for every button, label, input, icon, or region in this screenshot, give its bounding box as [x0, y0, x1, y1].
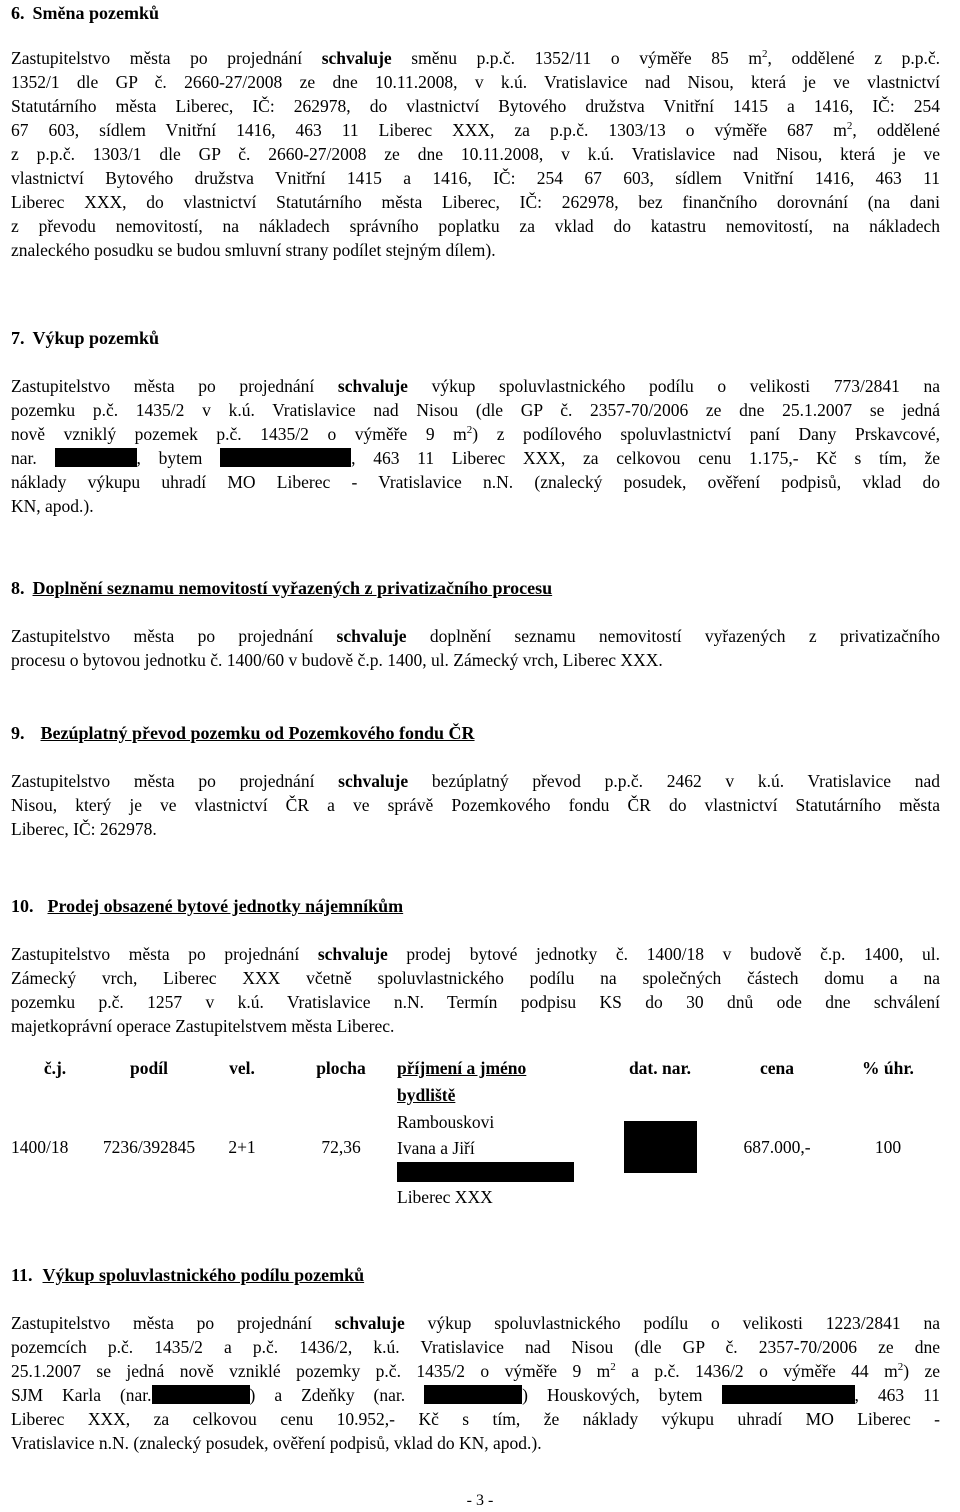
paragraph-line: majetkoprávní operace Zastupitelstvem města Liberec. [11, 1016, 395, 1036]
section-title: Výkup pozemků [32, 328, 160, 348]
section-6-body [11, 46, 940, 262]
keyword-schvaluje: schvaluje [317, 944, 388, 964]
paragraph-line: Zastupitelstvo města po projednání schvaluje prodej bytové jednotky č. 1400/18 v budově č.p. 1400, ul. [11, 944, 941, 964]
table-cell-birthdate [602, 1083, 718, 1211]
section-10-heading [11, 894, 940, 918]
redacted-box [220, 448, 351, 467]
paragraph-line: pozemku p.č. 1435/2 v k.ú. Vratislavice nad Nisou (dle GP č. 2357-70/2006 ze dne 25.1.2007 se jedná [11, 400, 940, 420]
page-number: - 3 - [466, 1492, 494, 1509]
section-6 [11, 0, 940, 25]
redacted-box [397, 1162, 574, 1182]
section-title: Výkup spoluvlastnického podílu pozemků [42, 1265, 365, 1285]
table-header-cell: plocha [316, 1058, 366, 1078]
table-cell: 72,36 [321, 1137, 361, 1157]
redacted-box [722, 1385, 855, 1404]
paragraph-line: 25.1.2007 se jedná nově vzniklé pozemky p.č. 1435/2 o výměře 9 $m^2$ a p.č. 1436/2 o výměře 44 $m^2$) ze [11, 1361, 940, 1381]
table-header-cell: cena [759, 1058, 795, 1078]
keyword-schvaluje: schvaluje [321, 48, 392, 68]
paragraph-line: Liberec XXX, do vlastnictví Statutárního města Liberec, IČ: 262978, bez finančního dorovnání (na dani [11, 192, 940, 212]
paragraph-line: Liberec XXX, za celkovou cenu 10.952,- Kč s tím, že náklady výkupu uhradí MO Liberec - [11, 1409, 940, 1429]
person-city: Liberec XXX [397, 1187, 493, 1207]
section-8-heading [11, 576, 940, 600]
section-8 [11, 576, 940, 600]
paragraph-line: vlastnictví Bytového družstva Vnitřní 1415 a 1416, IČ: 254 67 603, sídlem Vnitřní 1416, 463 11 [11, 168, 940, 188]
paragraph-line: Liberec, IČ: 262978. [11, 819, 157, 839]
section-title: Směna pozemků [32, 3, 160, 23]
table-header-cell: dat. nar. [628, 1058, 692, 1078]
section-11 [11, 1263, 940, 1287]
section-8-body [11, 624, 940, 672]
section-number: 7. [11, 328, 25, 348]
paragraph-line: nově vzniklý pozemek p.č. 1435/2 o výměře 9 $m^2$) z podílového spoluvlastnictví paní Dany Prskavcové, [11, 424, 941, 444]
table-header-cell: vel. [229, 1058, 255, 1078]
paragraph-line: Zámecký vrch, Liberec XXX včetně spoluvlastnického podílu na společných částech domu a na [11, 968, 940, 988]
table-cell: 1400/18 [11, 1137, 69, 1157]
paragraph-line: Zastupitelstvo města po projednání schvaluje výkup spoluvlastnického podílu o velikosti 773/2841 na [11, 376, 940, 396]
section-6-heading [11, 1, 940, 25]
keyword-schvaluje: schvaluje [337, 376, 408, 396]
paragraph-line: Zastupitelstvo města po projednání schvaluje bezúplatný převod p.p.č. 2462 v k.ú. Vratislavice nad [11, 771, 940, 791]
section-9-body [11, 769, 940, 841]
paragraph-line: z p.p.č. 1303/1 dle GP č. 2660-27/2008 ze dne 10.11.2008, v k.ú. Vratislavice nad Nisou, která je ve [11, 144, 940, 164]
paragraph-line: Zastupitelstvo města po projednání schvaluje směnu p.p.č. 1352/11 o výměře 85 $m^2$, oddělené z p.p.č. [11, 48, 941, 68]
section-7-body [11, 374, 940, 518]
paragraph-line: pozemcích p.č. 1435/2 a p.č. 1436/2, k.ú. Vratislavice nad Nisou (dle GP č. 2357-70/2006 ze dne [11, 1337, 940, 1357]
paragraph-line: náklady výkupu uhradí MO Liberec - Vratislavice n.N. (znalecký posudek, ověření podpisů, vklad do [11, 472, 940, 492]
table-cell: 2+1 [228, 1137, 256, 1157]
table-header-cell: % úhr. [862, 1058, 914, 1078]
section-number: 8. [11, 578, 25, 598]
paragraph-line: pozemku p.č. 1257 v k.ú. Vratislavice n.N. Termín podpisu KS do 30 dnů ode dne schválení [11, 992, 940, 1012]
paragraph-line: 67 603, sídlem Vnitřní 1416, 463 11 Liberec XXX, za p.p.č. 1303/13 o výměře 687 $m^2$, oddělené [11, 120, 940, 140]
section-11-body [11, 1311, 940, 1455]
section-title: Doplnění seznamu nemovitostí vyřazených z privatizačního procesu [32, 578, 553, 598]
section-number: 6. [11, 3, 25, 23]
person-name-line: Ivana a Jiří [397, 1138, 475, 1158]
section-number: 9. [11, 723, 25, 743]
unit-sale-table [11, 1053, 940, 1211]
table-header-cell: příjmení a jméno [397, 1058, 527, 1078]
paragraph-line: znaleckého posudku se budou smluvní strany podílet stejným dílem). [11, 240, 496, 260]
person-name-line: Rambouskovi [397, 1112, 495, 1132]
paragraph-line: Nisou, který je ve vlastnictví ČR a ve správě Pozemkového fondu ČR do vlastnictví Statutárního města [11, 795, 940, 815]
table-cell: 100 [874, 1137, 902, 1157]
redacted-address-wrap [397, 1161, 602, 1183]
keyword-schvaluje: schvaluje [334, 1313, 405, 1333]
paragraph-line: nar. , bytem , 463 11 Liberec XXX, za celkovou cenu 1.175,- Kč s tím, že [11, 448, 940, 468]
paragraph-line: Statutárního města Liberec, IČ: 262978, do vlastnictví Bytového družstva Vnitřní 1415 a 1416, IČ: 254 [11, 96, 940, 116]
paragraph-line: procesu o bytovou jednotku č. 1400/60 v budově č.p. 1400, ul. Zámecký vrch, Liberec XXX. [11, 650, 663, 670]
redacted-box [424, 1385, 522, 1404]
section-11-heading [11, 1263, 940, 1287]
redacted-box [624, 1121, 697, 1173]
section-10 [11, 894, 940, 918]
redacted-box [152, 1385, 250, 1404]
paragraph-line: Zastupitelstvo města po projednání schvaluje výkup spoluvlastnického podílu o velikosti 1223/2841 na [11, 1313, 940, 1333]
table-header-sub: bydliště [397, 1085, 456, 1105]
paragraph-line: SJM Karla (nar. ) a Zdeňky (nar. ) Houskových, bytem , 463 11 [11, 1385, 940, 1405]
section-10-body [11, 942, 940, 1038]
paragraph-line: z převodu nemovitostí, na nákladech správního poplatku za vklad do katastru nemovitostí, na nákladech [11, 216, 940, 236]
table-header-cell: podíl [130, 1058, 168, 1078]
paragraph-line: Zastupitelstvo města po projednání schvaluje doplnění seznamu nemovitostí vyřazených z privatizačního [11, 626, 940, 646]
table-cell-person [397, 1083, 602, 1211]
section-title: Prodej obsazené bytové jednotky nájemníkům [47, 896, 404, 916]
paragraph-line: 1352/1 dle GP č. 2660-27/2008 ze dne 10.11.2008, v k.ú. Vratislavice nad Nisou, která je ve vlastnictví [11, 72, 940, 92]
paragraph-line: KN, apod.). [11, 496, 94, 516]
section-7-heading [11, 326, 940, 350]
table-cell: 7236/392845 [102, 1137, 196, 1157]
paragraph-line: Vratislavice n.N. (znalecký posudek, ověření podpisů, vklad do KN, apod.). [11, 1433, 542, 1453]
keyword-schvaluje: schvaluje [336, 626, 407, 646]
section-number: 10. [11, 896, 34, 916]
table-cell: 687.000,- [743, 1137, 811, 1157]
section-title: Bezúplatný převod pozemku od Pozemkového fondu ČR [40, 723, 475, 743]
table-header-row [11, 1053, 940, 1083]
table-row [11, 1083, 940, 1211]
section-number: 11. [11, 1265, 33, 1285]
section-7 [11, 326, 940, 350]
section-9-heading [11, 721, 940, 745]
redacted-box [55, 448, 137, 467]
section-9 [11, 721, 940, 745]
table-header-cell: č.j. [43, 1058, 67, 1078]
keyword-schvaluje: schvaluje [338, 771, 409, 791]
